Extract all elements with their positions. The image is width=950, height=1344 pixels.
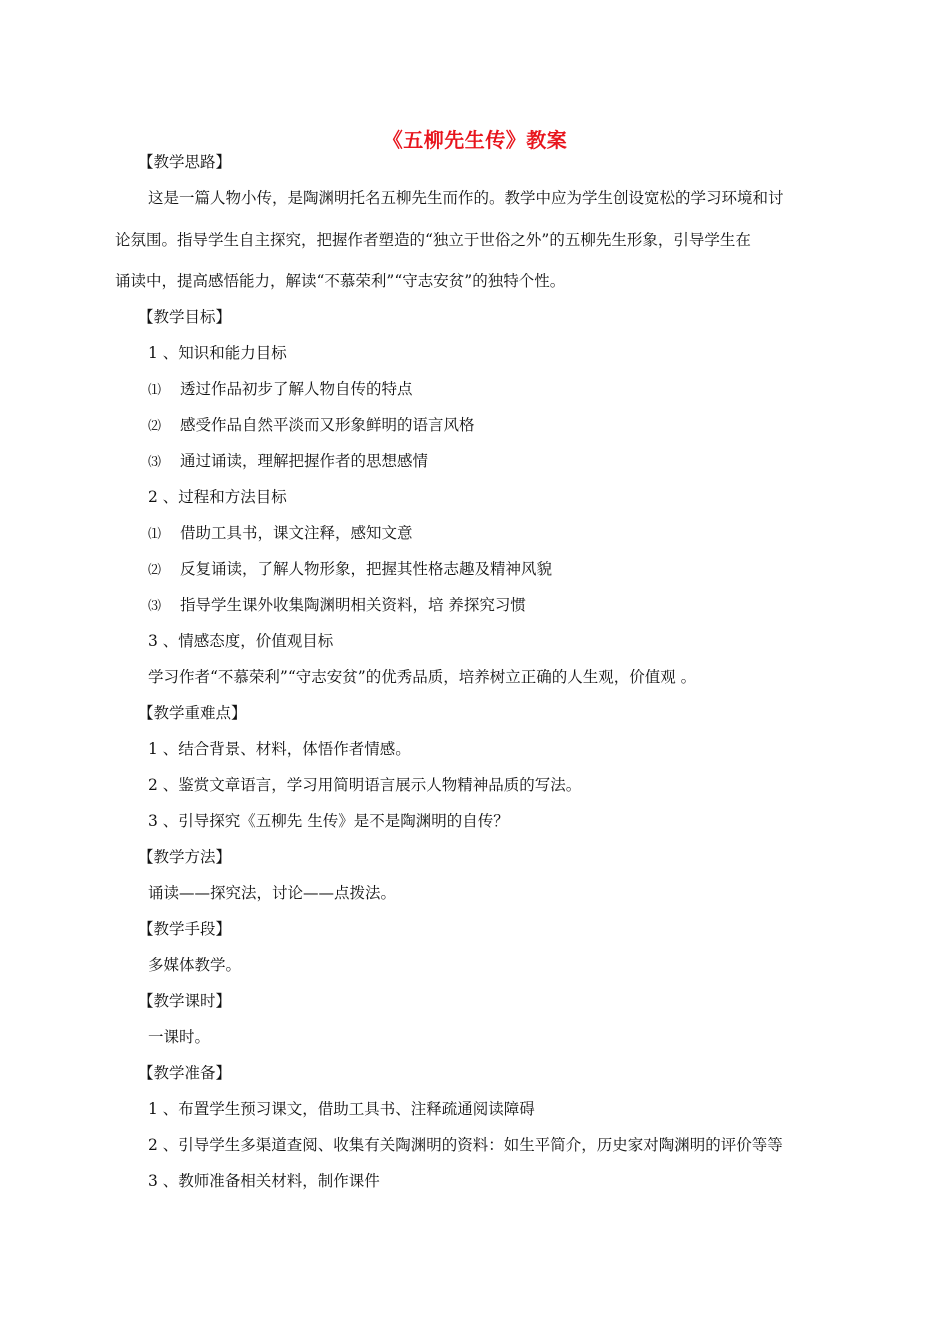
list-item: 1 、布置学生预习课文，借助工具书、注释疏通阅读障碍 xyxy=(148,1100,535,1118)
section-heading-class-hours: 【教学课时】 xyxy=(138,992,232,1010)
paragraph-line: 诵读——探究法，讨论——点拨法。 xyxy=(148,884,397,902)
list-marker: ⑶ xyxy=(148,599,162,614)
sub-list-item xyxy=(148,595,526,617)
sub-list-item xyxy=(148,523,413,545)
paragraph-line: 多媒体教学。 xyxy=(148,956,242,974)
list-text: 反复诵读，了解人物形象，把握其性格志趣及精神风貌 xyxy=(180,560,553,578)
section-heading-teaching-methods: 【教学方法】 xyxy=(138,848,232,866)
list-item: 3 、引导探究《五柳先 生传》是不是陶渊明的自传？ xyxy=(148,812,509,830)
section-heading-teaching-means: 【教学手段】 xyxy=(138,920,232,938)
list-item: 3 、教师准备相关材料，制作课件 xyxy=(148,1172,380,1190)
list-item: 2 、引导学生多渠道查阅、收集有关陶渊明的资料：如生平简介，历史家对陶渊明的评价等等 xyxy=(148,1136,783,1154)
sub-list-item xyxy=(148,451,428,473)
section-heading-teaching-ideas: 【教学思路】 xyxy=(138,153,232,171)
paragraph-line: 这是一篇人物小传，是陶渊明托名五柳先生而作的。教学中应为学生创设宽松的学习环境和讨 xyxy=(148,189,784,207)
sub-list-item xyxy=(148,559,552,581)
list-item: 1 、知识和能力目标 xyxy=(148,344,287,362)
sub-list-item xyxy=(148,415,475,437)
list-text: 透过作品初步了解人物自传的特点 xyxy=(180,380,413,398)
paragraph-line: 论氛围。指导学生自主探究，把握作者塑造的“独立于世俗之外”的五柳先生形象，引导学生在 xyxy=(115,231,751,249)
list-text: 通过诵读，理解把握作者的思想感情 xyxy=(180,452,429,470)
list-marker: ⑵ xyxy=(148,563,162,578)
list-item: 3 、情感态度，价值观目标 xyxy=(148,632,334,650)
sub-list-item xyxy=(148,379,413,401)
paragraph-line: 一课时。 xyxy=(148,1028,211,1046)
list-marker: ⑵ xyxy=(148,419,162,434)
section-heading-key-points: 【教学重难点】 xyxy=(138,704,247,722)
section-heading-teaching-goals: 【教学目标】 xyxy=(138,308,232,326)
list-text: 指导学生课外收集陶渊明相关资料，培 养探究习惯 xyxy=(180,596,526,614)
section-heading-preparation: 【教学准备】 xyxy=(138,1064,232,1082)
list-text: 感受作品自然平淡而又形象鲜明的语言风格 xyxy=(180,416,475,434)
document-title: 《五柳先生传》教案 xyxy=(382,128,568,152)
list-item: 2 、鉴赏文章语言，学习用简明语言展示人物精神品质的写法。 xyxy=(148,776,582,794)
list-marker: ⑴ xyxy=(148,527,162,542)
list-marker: ⑴ xyxy=(148,383,162,398)
list-item: 2 、过程和方法目标 xyxy=(148,488,287,506)
list-text: 借助工具书，课文注释，感知文意 xyxy=(180,524,413,542)
paragraph-line: 学习作者“不慕荣利”“守志安贫”的优秀品质，培养树立正确的人生观，价值观 。 xyxy=(148,668,697,686)
list-item: 1 、结合背景、材料，体悟作者情感。 xyxy=(148,740,411,758)
list-marker: ⑶ xyxy=(148,455,162,470)
paragraph-line: 诵读中，提高感悟能力，解读“不慕荣利”“守志安贫”的独特个性。 xyxy=(115,272,566,290)
